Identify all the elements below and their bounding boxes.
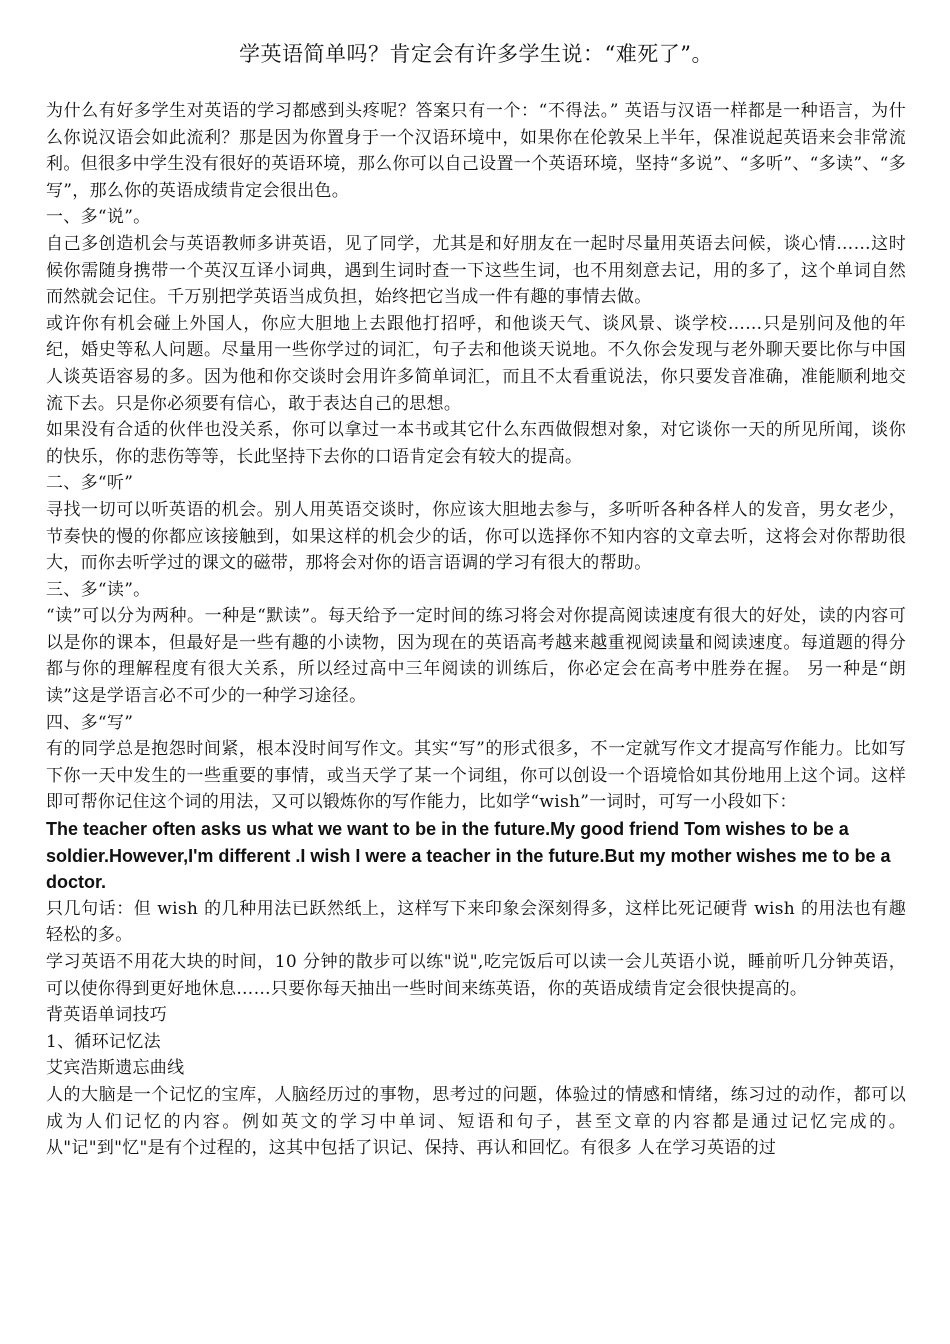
section-heading-listen: 二、多“听” — [46, 473, 134, 494]
speak-paragraph-2: 或许你有机会碰上外国人，你应大胆地上去跟他打招呼，和他谈天气、谈风景、谈学校……只是别问及他的年纪，婚史等私人问题。尽量用一些你学过的词汇，句子去和他谈天说地。不久你会发现与老外聊天要比你与中国人谈英语容易的多。因为他和你交谈时会用许多简单词汇，而且不太看重说法，你只要发音准确，准能顺利地交流下去。只是你必须要有信心，敢于表达自己的思想。 — [46, 313, 906, 414]
intro-paragraph: 为什么有好多学生对英语的学习都感到头疼呢？答案只有一个：“不得法。” 英语与汉语一样都是一种语言，为什么你说汉语会如此流利？那是因为你置身于一个汉语环境中，如果你在伦敦呆上半年，保准说起英语来会非常流利。但很多中学生没有很好的英语环境，那么你可以自己设置一个英语环境，坚持“多说”、“多听”、“多读”、“多写”，那么你的英语成绩肯定会很出色。 — [46, 101, 906, 201]
section-heading-write: 四、多“写” — [46, 712, 134, 733]
memory-paragraph: 人的大脑是一个记忆的宝库，人脑经历过的事物，思考过的问题，体验过的情感和情绪，练习过的动作，都可以成为人们记忆的内容。例如英文的学习中单词、短语和句子，甚至文章的内容都是通过记忆完成的。从"记"到"忆"是有个过程的，这其中包括了识记、保持、再认和回忆。有很多 人在学习英语的过 — [46, 1084, 906, 1159]
method-heading-1: 1、循环记忆法 — [46, 1031, 161, 1052]
section-heading-read: 三、多“读”。 — [46, 579, 151, 600]
listen-paragraph: 寻找一切可以听英语的机会。别人用英语交谈时，你应该大胆地去参与，多听听各种各样人的发音，男女老少，节奏快的慢的你都应该接触到，如果这样的机会少的话，你可以选择你不知内容的文章去听，这将会对你帮助很大，而你去听学过的课文的磁带，那将会对你的语言语调的学习有很大的帮助。 — [46, 499, 906, 574]
practice-paragraph: 学习英语不用花大块的时间，10 分钟的散步可以练"说",吃完饭后可以读一会儿英语小说，睡前听几分钟英语，可以使你得到更好地休息……只要你每天抽出一些时间来练英语，你的英语成绩肯定会很快提高的。 — [46, 952, 906, 999]
wish-paragraph: 只几句话：但 wish 的几种用法已跃然纸上，这样写下来印象会深刻得多，这样比死记硬背 wish 的用法也有趣轻松的多。 — [46, 898, 906, 946]
english-example-paragraph: The teacher often asks us what we want to be in the future.My good friend Tom wishes to be a soldier.However,I'm different .I wish I were a teacher in the future.But my mother wishes me to be a doctor. — [46, 819, 891, 893]
read-paragraph: “读”可以分为两种。一种是“默读”。每天给予一定时间的练习将会对你提高阅读速度有很大的好处，读的内容可以是你的课本，但最好是一些有趣的小读物，因为现在的英语高考越来越重视阅读量和阅读速度。每道题的得分都与你的理解程度有很大关系，所以经过高中三年阅读的训练后，你必定会在高考中胜券在握。 另一种是“朗读”这是学语言必不可少的一种学习途径。 — [46, 606, 906, 707]
vocabulary-heading: 背英语单词技巧 — [46, 1005, 168, 1026]
section-heading-speak: 一、多“说”。 — [46, 207, 151, 228]
document-title: 学英语简单吗？肯定会有许多学生说：“难死了”。 — [239, 42, 713, 66]
speak-paragraph-1: 自己多创造机会与英语教师多讲英语，见了同学，尤其是和好朋友在一起时尽量用英语去问候，谈心情……这时候你需随身携带一个英汉互译小词典，遇到生词时查一下这些生词，也不用刻意去记，用的多了，这个单词自然而然就会记住。千万别把学英语当成负担，始终把它当成一件有趣的事情去做。 — [46, 233, 906, 308]
forgetting-curve-heading: 艾宾浩斯遗忘曲线 — [46, 1058, 185, 1079]
write-paragraph: 有的同学总是抱怨时间紧，根本没时间写作文。其实“写”的形式很多，不一定就写作文才提高写作能力。比如写下你一天中发生的一些重要的事情，或当天学了某一个词组，你可以创设一个语境恰如其份地用上这个词。这样即可帮你记住这个词的用法，又可以锻炼你的写作能力，比如学“wish”一词时，可写一小段如下： — [46, 739, 906, 813]
speak-paragraph-3: 如果没有合适的伙伴也没关系，你可以拿过一本书或其它什么东西做假想对象，对它谈你一天的所见所闻，谈你的快乐，你的悲伤等等，长此坚持下去你的口语肯定会有较大的提高。 — [46, 420, 906, 467]
